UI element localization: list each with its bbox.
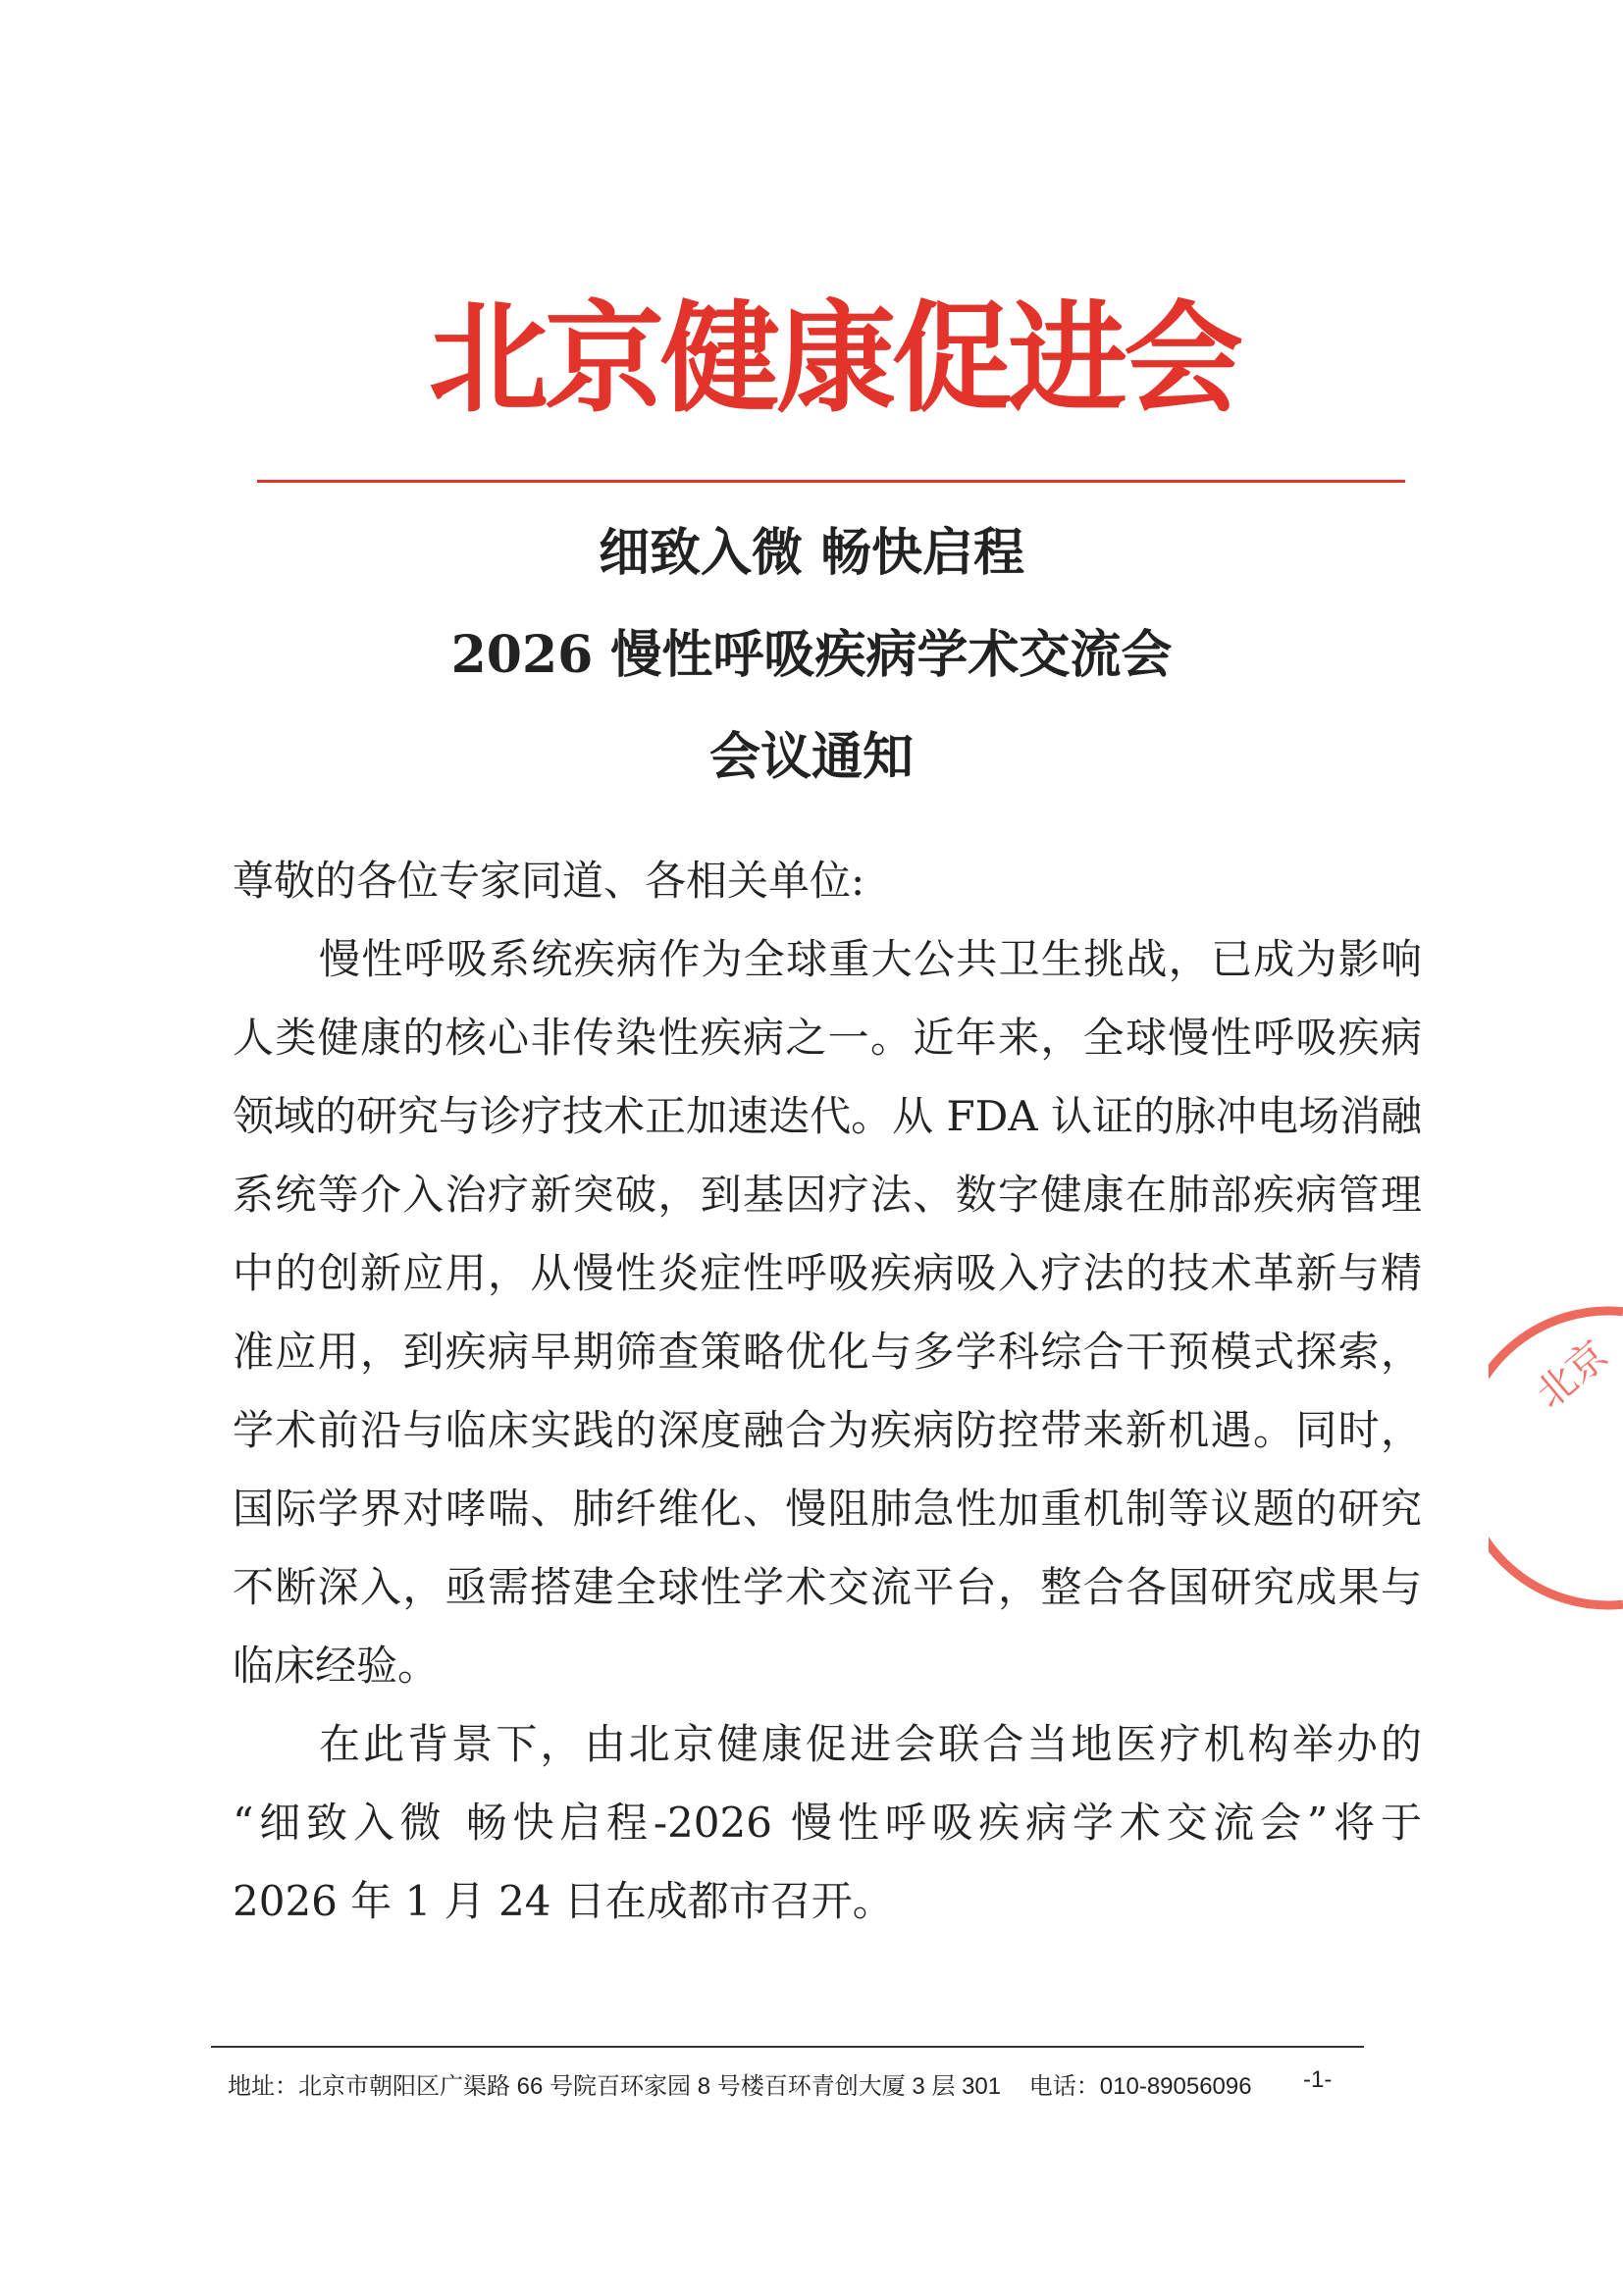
paragraph-line: 临床经验。 [233, 1642, 440, 1690]
paragraph-line: 在此背景下，由北京健康促进会联合当地医疗机构举办的 [319, 1720, 1422, 1768]
footer [228, 2066, 1274, 2101]
paragraph-line: “细致入微 畅快启程-2026 慢性呼吸疾病学术交流会”将于 [233, 1799, 1422, 1847]
letterhead-org-name: 北京健康促进会 [429, 289, 1239, 429]
footer-divider [211, 2046, 1364, 2048]
heading-line-2: 2026 慢性呼吸疾病学术交流会 [450, 625, 1173, 685]
paragraph-line: 中的创新应用，从慢性炎症性呼吸疾病吸入疗法的技术革新与精 [233, 1249, 1422, 1297]
paragraph-line: 2026 年 1 月 24 日在成都市召开。 [233, 1877, 894, 1925]
letter-body [233, 842, 1422, 1941]
heading-line-3: 会议通知 [708, 727, 914, 787]
paragraph-line: 国际学界对哮喘、肺纤维化、慢阻肺急性加重机制等议题的研究 [233, 1485, 1422, 1533]
paragraph-line: 系统等介入治疗新突破，到基因疗法、数字健康在肺部疾病管理 [233, 1171, 1422, 1219]
paragraph-line: 准应用，到疾病早期筛查策略优化与多学科综合干预模式探索， [233, 1328, 1422, 1376]
paragraph-line: 人类健康的核心非传染性疾病之一。近年来，全球慢性呼吸疾病 [233, 1014, 1422, 1062]
paragraph-line: 慢性呼吸系统疾病作为全球重大公共卫生挑战，已成为影响 [319, 935, 1422, 983]
paragraph-line: 领域的研究与诊疗技术正加速迭代。从 FDA 认证的脉冲电场消融 [233, 1092, 1422, 1140]
salutation: 尊敬的各位专家同道、各相关单位: [233, 857, 865, 905]
letterhead-divider [257, 480, 1405, 483]
paragraph-line: 不断深入，亟需搭建全球性学术交流平台，整合各国研究成果与 [233, 1563, 1422, 1611]
footer-phone: 电话：010-89056096 [1028, 2073, 1252, 2100]
paragraph-line: 学术前沿与临床实践的深度融合为疾病防控带来新机遇。同时， [233, 1406, 1422, 1454]
page-number: -1- [1303, 2066, 1333, 2093]
footer-address: 地址：北京市朝阳区广渠路 66 号院百环家园 8 号楼百环青创大厦 3 层 301 [228, 2073, 1002, 2100]
seal-text: 北京 [1527, 1331, 1617, 1418]
heading-line-1: 细致入微 畅快启程 [598, 523, 1025, 583]
